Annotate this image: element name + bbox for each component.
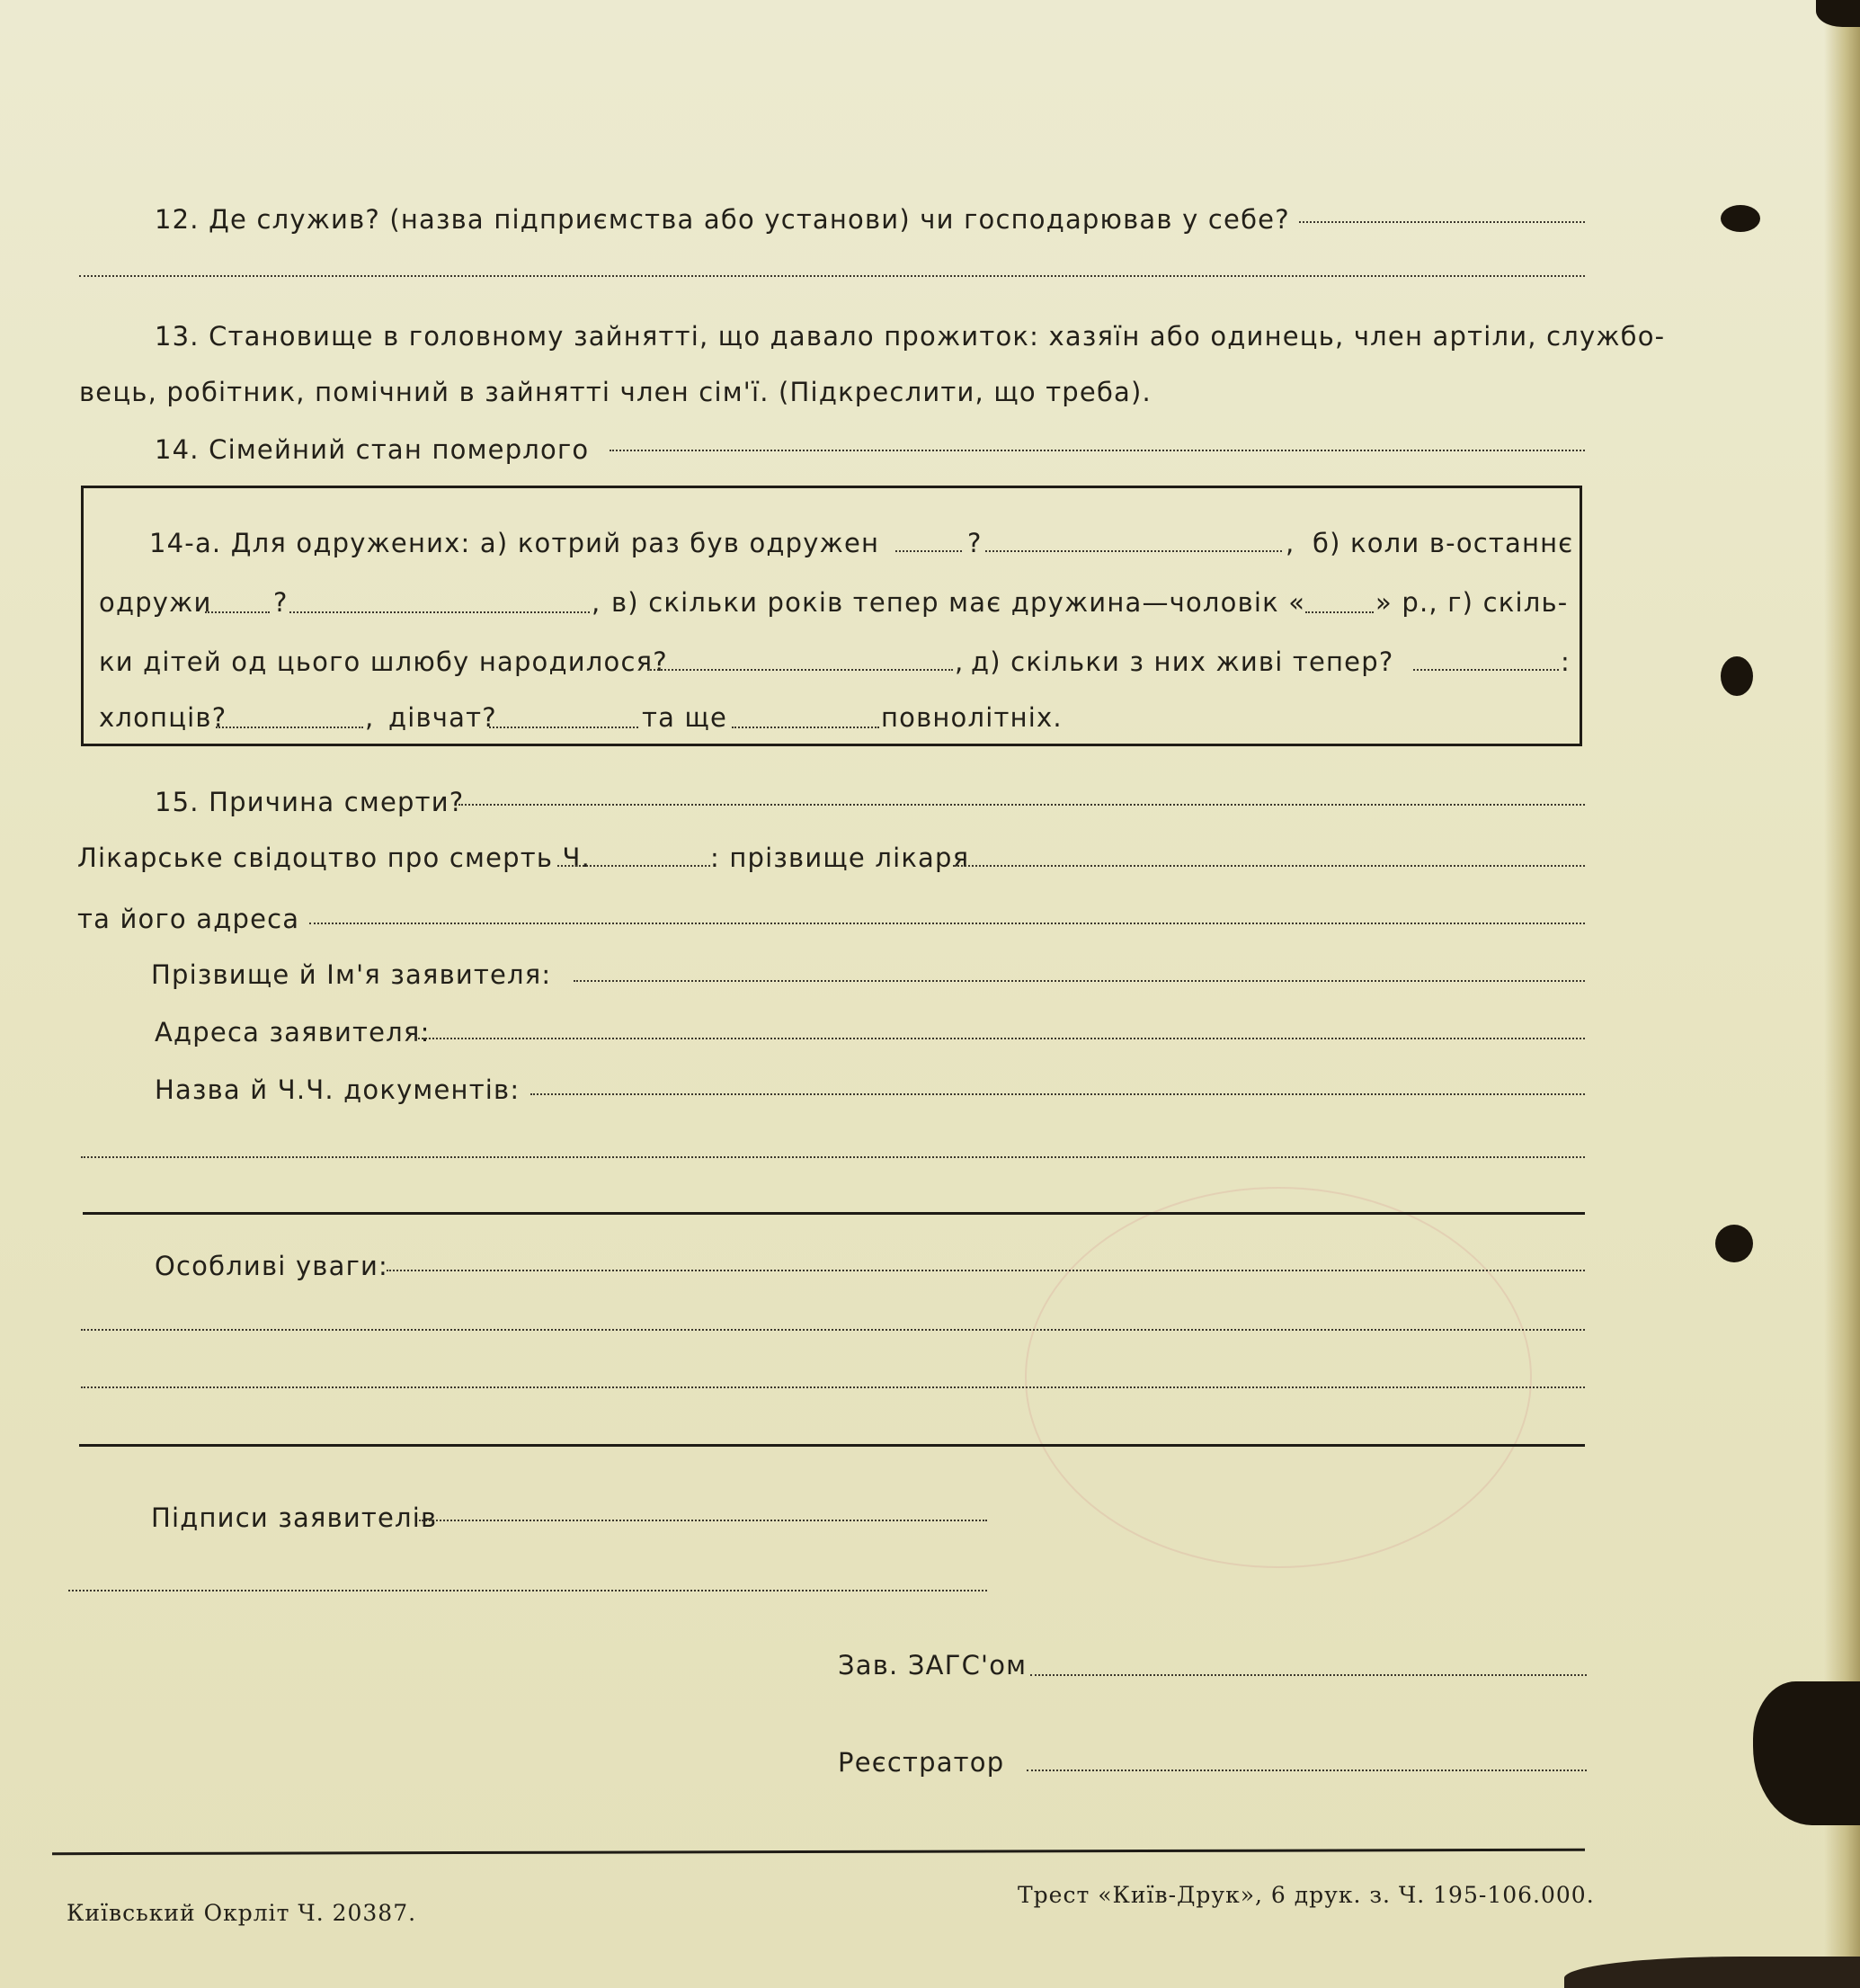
q14a-line3-start: ки дітей од цього шлюбу народилося? [99,646,668,677]
q14a-boys-label: хлопців? [99,702,227,733]
top-corner-damage [1816,0,1860,27]
signatures-label: Підписи заявителів [151,1502,438,1533]
documents-fill-2[interactable] [81,1156,1585,1158]
signatures-fill[interactable] [419,1520,987,1521]
q14a-more-fill[interactable] [732,727,879,728]
doctor-address-fill[interactable] [309,923,1585,924]
q14a-part-v-end: » р., г) скіль- [1375,587,1569,618]
q14a-part-b: б) коли в-останнє [1313,528,1574,558]
binding-hole-1 [1721,205,1760,232]
question-13-line-1: 13. Становище в головному зайнятті, що давало прожиток: хазяїн або одинець, член артіли, службо- [155,321,1666,352]
q12-fill-line-2[interactable] [79,275,1585,277]
doctor-surname-fill[interactable] [953,865,1585,867]
doctor-surname-label: : прізвище лікаря [710,842,970,873]
section-divider-2 [79,1444,1585,1447]
section-divider-1 [83,1212,1585,1215]
q14a-part-d: д) скільки з них живі тепер? [971,646,1394,677]
q14-fill-line[interactable] [610,450,1585,451]
special-notes-label: Особливі уваги: [155,1251,389,1281]
doctor-address-label: та його адреса [77,904,300,934]
medical-cert-label: Лікарське свідоцтво про смерть Ч. [77,842,592,873]
q14a-and-more: та ще [642,702,728,733]
head-zags-fill[interactable] [1030,1674,1587,1676]
registrar-fill[interactable] [1027,1770,1587,1771]
q14a-fill-v[interactable] [1305,611,1374,613]
q14a-line2-start: одружи [99,587,212,618]
medical-cert-fill[interactable] [557,865,710,867]
q14a-boys-fill[interactable] [216,727,363,728]
question-13-line-2: вець, робітник, помічний в зайнятті член сім'ї. (Підкреслити, що треба). [79,377,1152,407]
q14a-part-a: 14-а. Для одружених: а) котрий раз був одружен [149,528,880,558]
signatures-fill-2[interactable] [68,1590,987,1591]
q14a-adults: повнолітніх. [881,702,1063,733]
special-notes-fill-2[interactable] [81,1329,1585,1331]
documents-fill[interactable] [530,1093,1585,1095]
question-14: 14. Сімейний стан померлого [155,434,590,465]
documents-label: Назва й Ч.Ч. документів: [155,1074,521,1105]
special-notes-fill-3[interactable] [81,1386,1585,1388]
q12-fill-line[interactable] [1299,221,1585,223]
special-notes-fill[interactable] [387,1270,1585,1271]
document-page: 12. Де служив? (назва підприємства або установи) чи господарював у себе? 13. Становище в головному зайнятті, що давало прожиток: хазяїн або одинець, член артіли, службо- вець, робітник, помічний в зайнятті член сім'ї. (Підкреслити, що треба). 14. Сімейний стан померлого 14-а. Для одружених: а) котрий раз був одружен ? , б) коли в-останнє одружи ? , в) скільки років тепер має дружина—чоловік « » р., г) скіль- ки дітей од цього шлюбу народилося? , д) скільки з них живі тепер? : хлопців? , дівчат? та ще повнолітніх. 15. Причина смерти? Лікарське свідоцтво про смерть Ч. : прізвище лікаря та його адреса Прізвище й Ім'я заявителя: Адреса заявителя: Назва й Ч.Ч. документів: Особливі уваги: Підписи заявителів Зав. ЗАГС'ом Реєстратор Київський Окрліт Ч. 20387. Трест «Київ-Друк», 6 друк. з. Ч. 195-106.000. [0,0,1860,1988]
faded-stamp [1025,1187,1532,1568]
question-12: 12. Де служив? (назва підприємства або установи) чи господарював у себе? [155,204,1290,235]
q14a-girls-label: дівчат? [388,702,497,733]
registrar-label: Реєстратор [838,1747,1005,1778]
bottom-edge-damage [1564,1957,1860,1988]
applicant-name-fill[interactable] [574,980,1585,982]
applicant-address-fill[interactable] [415,1038,1585,1039]
question-15: 15. Причина смерти? [155,787,465,817]
q14a-fill-c[interactable] [647,669,953,671]
binding-hole-3 [1715,1225,1753,1262]
footer-divider [52,1849,1585,1855]
q14a-fill-a2[interactable] [985,550,1282,552]
q14a-girls-fill[interactable] [489,727,638,728]
q14a-fill-b2[interactable] [289,611,590,613]
torn-corner [1753,1681,1860,1825]
q14a-part-v: в) скільки років тепер має дружина—чоловік « [611,587,1306,618]
footer-printer: Трест «Київ-Друк», 6 друк. з. Ч. 195-106.000. [1018,1882,1595,1908]
q14a-fill-b1[interactable] [205,611,270,613]
q14a-fill-a1[interactable] [895,550,962,552]
footer-publisher: Київський Окрліт Ч. 20387. [67,1900,417,1926]
binding-hole-2 [1721,656,1753,696]
head-zags-label: Зав. ЗАГС'ом [838,1650,1028,1680]
q15-fill[interactable] [458,804,1585,806]
applicant-address-label: Адреса заявителя: [155,1017,431,1047]
applicant-name-label: Прізвище й Ім'я заявителя: [151,959,552,990]
q14a-fill-d[interactable] [1413,669,1559,671]
